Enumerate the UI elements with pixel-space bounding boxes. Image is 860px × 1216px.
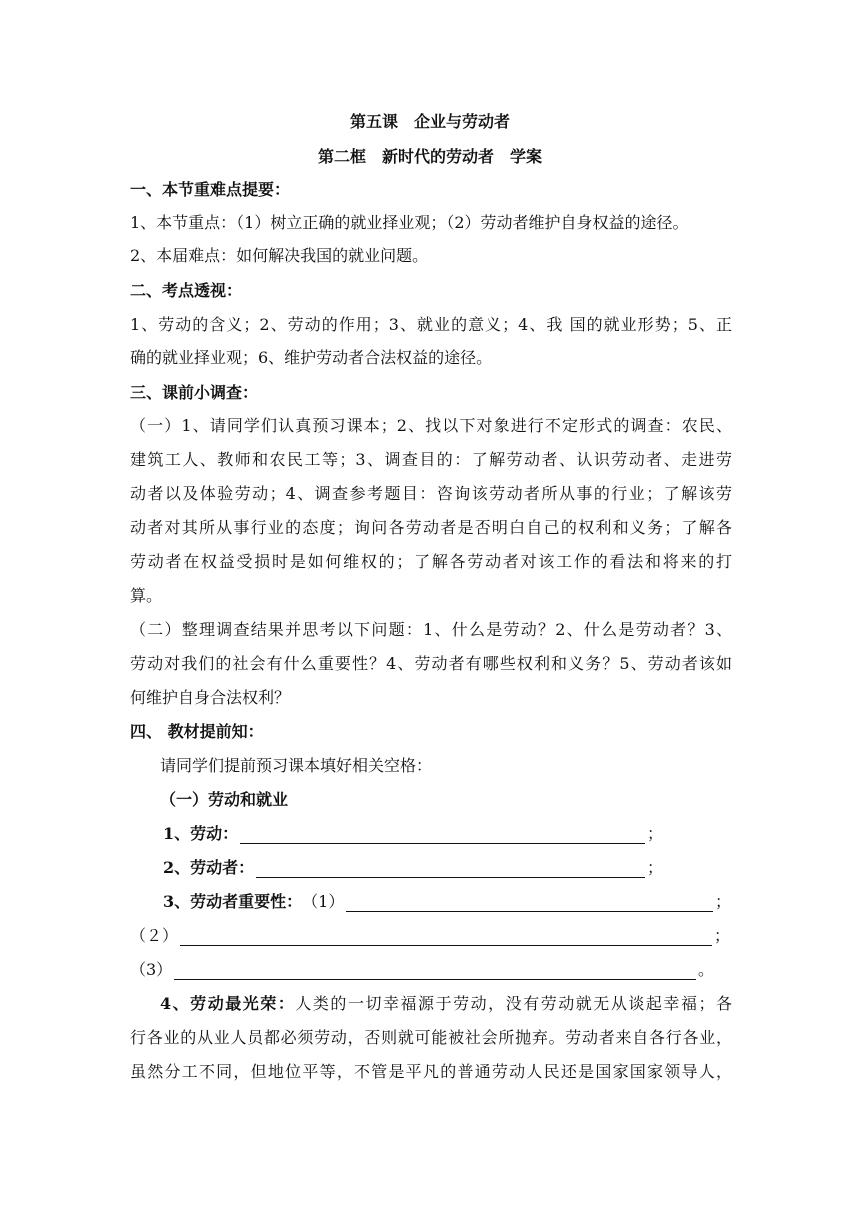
question-1-blank[interactable] [240,829,645,844]
question-3-part-1-blank[interactable] [346,897,713,912]
key-points-line: 1、本节重点：（1）树立正确的就业择业观；（2）劳动者维护自身权益的途径。 [130,213,689,232]
survey-para-2-line: （二）整理调查结果并思考以下问题：1、什么是劳动？2、什么是劳动者？3、 [130,620,732,639]
question-4-label: 4、劳动最光荣： [160,994,296,1013]
period: 。 [697,960,714,979]
question-2-label: 2、劳动者： [163,858,255,877]
preview-instruction: 请同学们提前预习课本填好相关空格： [160,756,433,775]
survey-para-1-line: （一）1、请同学们认真预习课本；2、找以下对象进行不定形式的调查：农民、 [130,416,732,435]
survey-para-1-line: 算。 [130,586,163,605]
question-4-line-3: 虽然分工不同，但地位平等，不管是平凡的普通劳动人民还是国家国家领导人， [130,1062,732,1081]
question-3-row [163,892,731,912]
survey-para-1-line: 动者以及体验劳动；4、调查参考题目：咨询该劳动者所从事的行业；了解该劳 [130,484,732,503]
semicolon: ； [646,858,663,877]
subsection-heading: （一）劳动和就业 [160,790,289,809]
question-3-part-3-label: （3） [130,960,173,979]
question-4-line-2: 行各业的从业人员都必须劳动，否则就可能被社会所抛弃。劳动者来自各行各业， [130,1028,732,1047]
survey-para-1-line: 建筑工人、教师和农民工等；3、调查目的：了解劳动者、认识劳动者、走进劳 [130,450,732,469]
question-3-part-2-label: （２） [130,926,179,945]
section-title: 第二框 新时代的劳动者 学案 [317,147,542,166]
question-3-part-2-blank[interactable] [180,931,712,946]
question-1-label: 1、劳动： [163,824,239,843]
question-1-row [163,824,663,844]
exam-points-line-2: 确的就业择业观；6、维护劳动者合法权益的途径。 [130,348,493,367]
section-2-heading: 二、考点透视： [130,281,243,300]
exam-points-line-1: 1、劳动的含义；2、劳动的作用；3、就业的意义；4、我 国的就业形势；5、正 [130,315,732,334]
survey-para-2-line: 劳动对我们的社会有什么重要性？4、劳动者有哪些权利和义务？5、劳动者该如 [130,654,732,673]
section-4-heading: 四、 教材提前知： [130,722,264,741]
question-3-label: 3、劳动者重要性： [163,892,303,911]
survey-para-1-line: 动者对其所从事行业的态度；询问各劳动者是否明白自己的权利和义务；了解各 [130,518,732,537]
difficult-points-line: 2、本届难点：如何解决我国的就业问题。 [130,246,429,265]
question-2-row [163,858,663,878]
question-3-part-1-label: （1） [302,892,345,911]
question-3-part-3-blank[interactable] [174,965,696,980]
question-3-part-2-row [130,926,730,946]
semicolon: ； [713,926,730,945]
question-4-line-1 [160,994,732,1014]
question-2-blank[interactable] [256,863,645,878]
section-1-heading: 一、本节重难点提要： [130,180,291,199]
lesson-title: 第五课 企业与劳动者 [349,112,510,131]
semicolon: ； [646,824,663,843]
survey-para-2-line: 何维护自身合法权利？ [130,688,291,707]
section-3-heading: 三、课前小调查： [130,383,259,402]
survey-para-1-line: 劳动者在权益受损时是如何维权的；了解各劳动者对该工作的看法和将来的打 [130,552,732,571]
question-4-text: 人类的一切幸福源于劳动，没有劳动就无从谈起幸福；各 [295,994,732,1013]
question-3-part-3-row [130,960,714,980]
semicolon: ； [714,892,731,911]
